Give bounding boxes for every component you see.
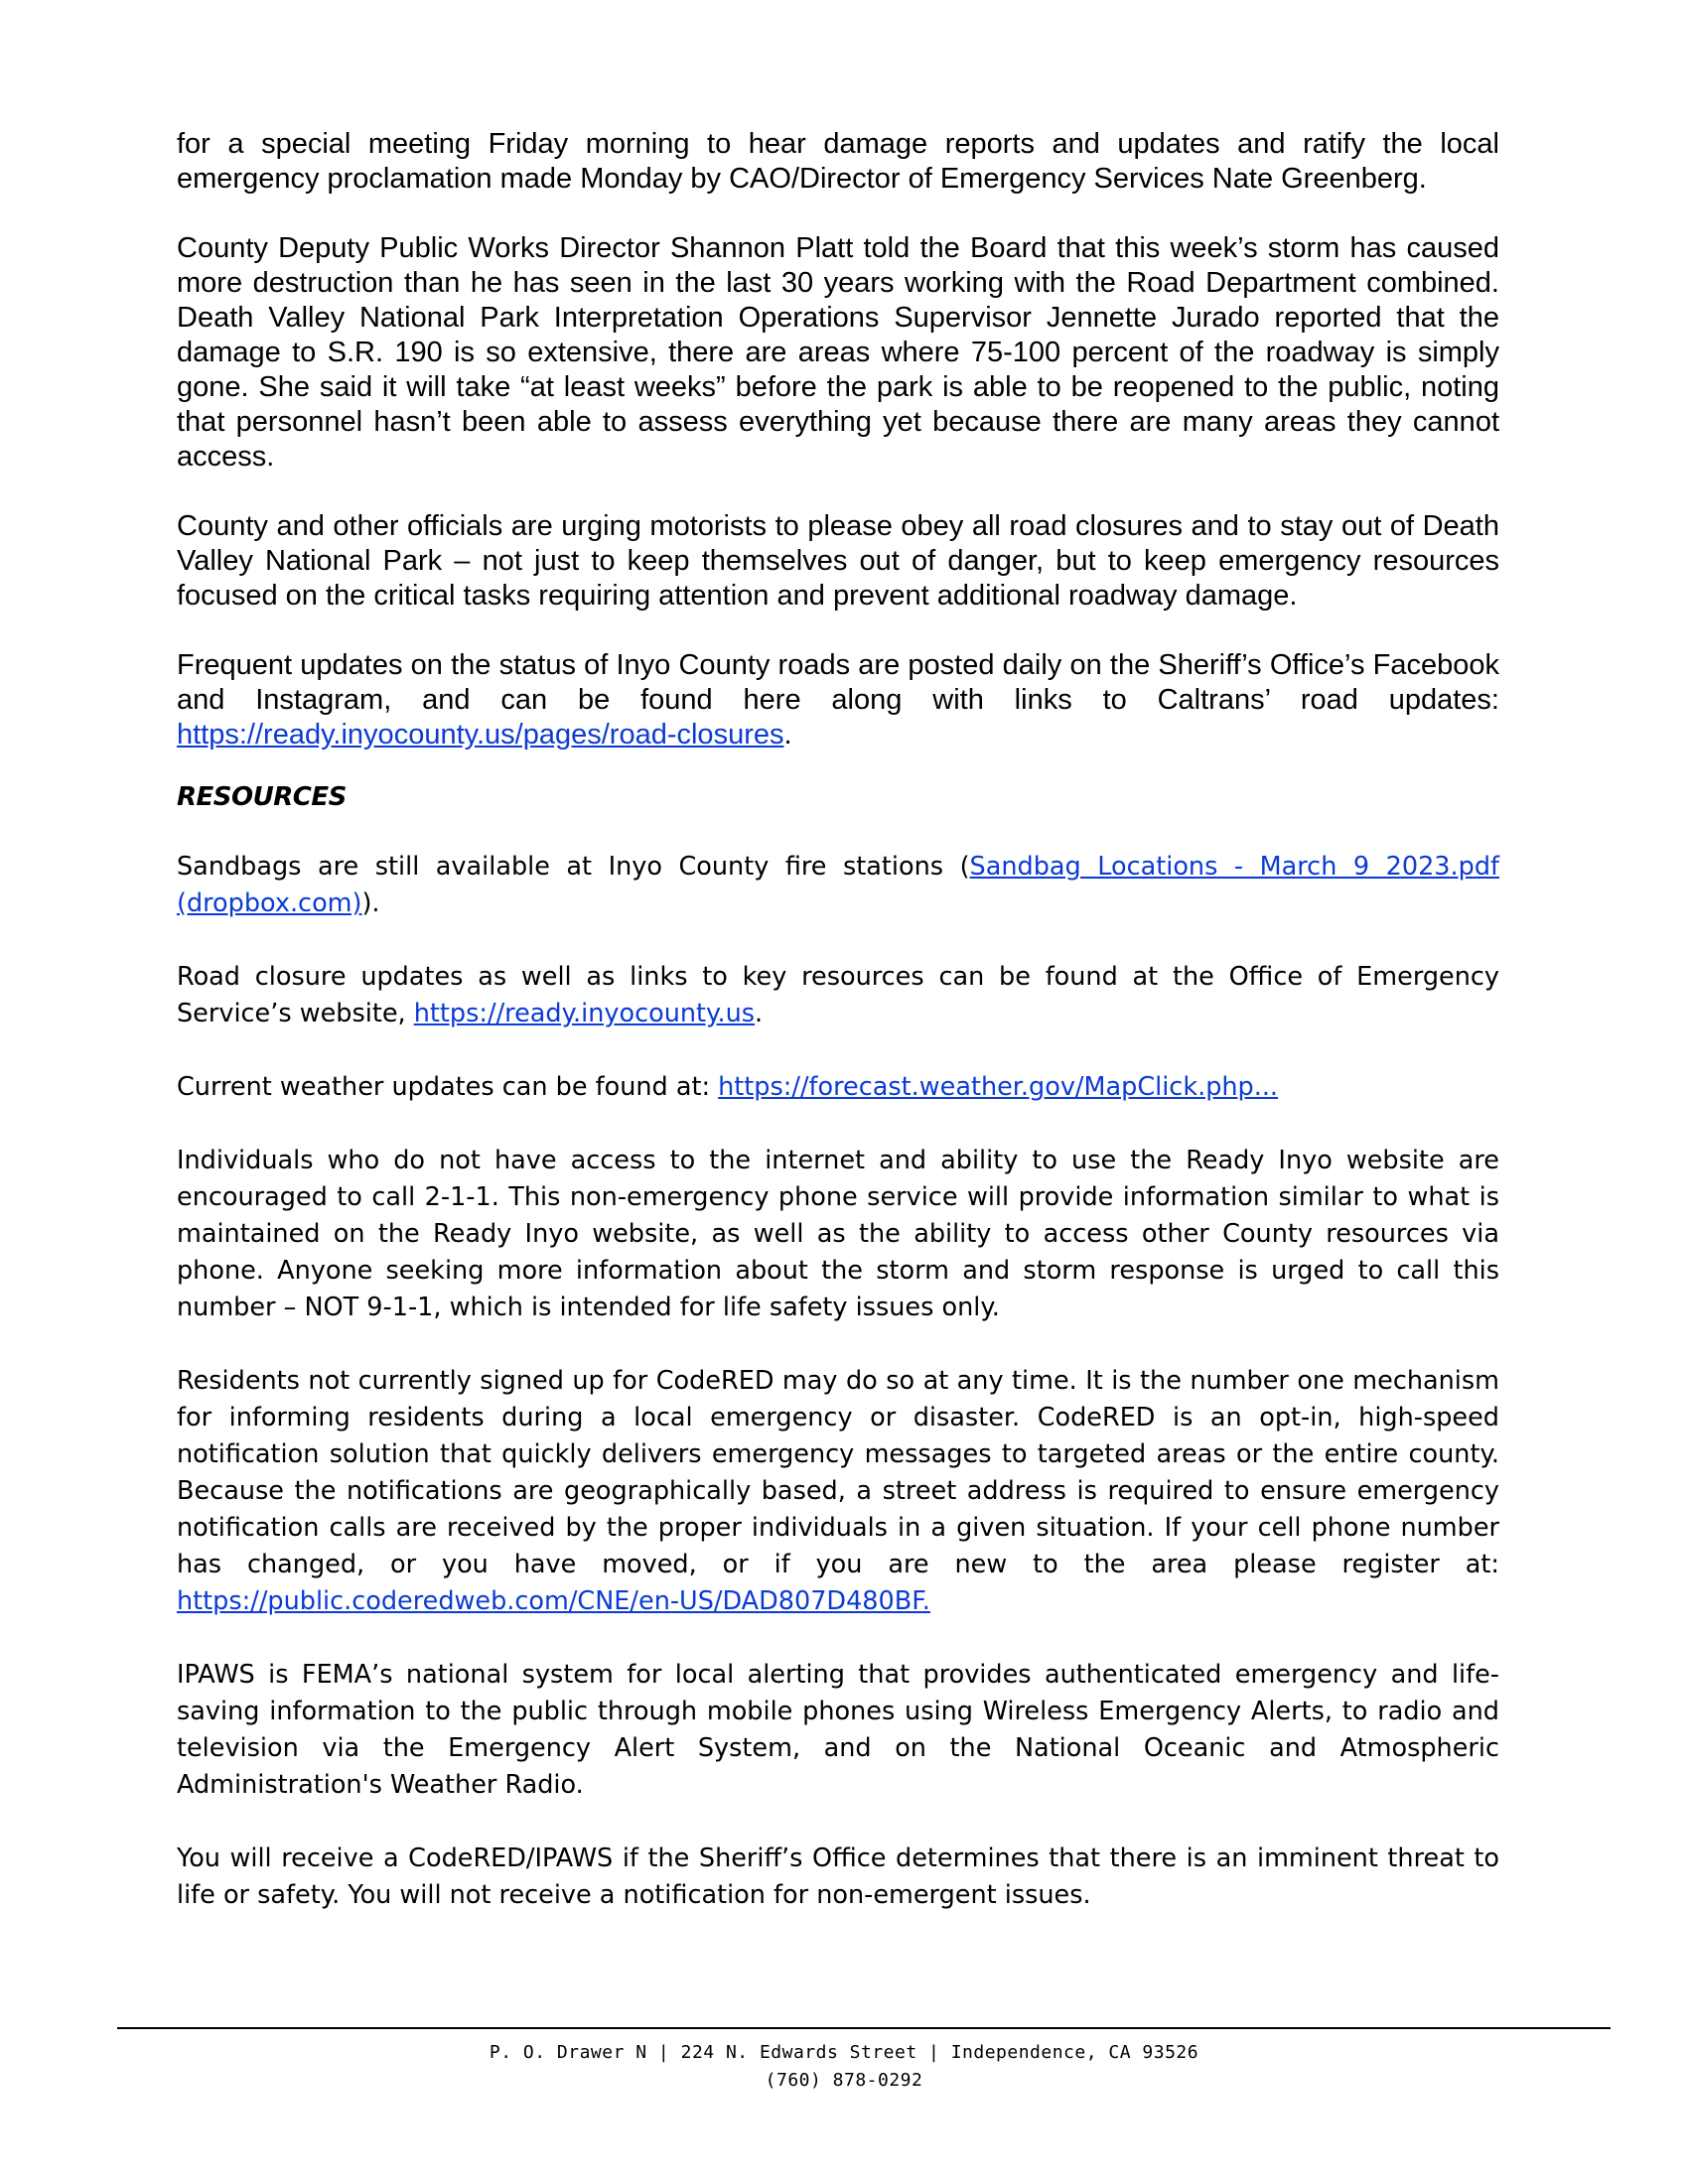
- paragraph-codered: [177, 1363, 1499, 1620]
- resources-heading: RESOURCES: [177, 782, 347, 812]
- sandbags-text: Sandbags are still available at Inyo County fire stations (: [177, 852, 970, 882]
- sandbags-suffix: ).: [361, 888, 380, 918]
- road-updates-text: Frequent updates on the status of Inyo County roads are posted daily on the Sheriff’s Office’s Facebook and Instagram, and can be found here along with links to Caltrans’ road updates:: [177, 649, 1499, 716]
- paragraph-road-updates: [177, 648, 1499, 752]
- paragraph-ipaws: IPAWS is FEMA’s national system for local alerting that provides authenticated emergency and life-saving information to the public through mobile phones using Wireless Emergency Alerts, to radio and television via the Emergency Alert System, and on the National Oceanic and Atmospheric Administration's Weather Radio.: [177, 1660, 1499, 1800]
- paragraph-road-closures-warning: County and other officials are urging motorists to please obey all road closures and to stay out of Death Valley National Park – not just to keep themselves out of danger, but to keep emergency resources focused on the critical tasks requiring attention and prevent additional roadway damage.: [177, 510, 1499, 612]
- paragraph-sandbags: [177, 849, 1499, 922]
- footer-address: P. O. Drawer N | 224 N. Edwards Street | Independence, CA 93526: [489, 2042, 1199, 2063]
- paragraph-weather: [177, 1069, 1499, 1106]
- weather-forecast-link[interactable]: https://forecast.weather.gov/MapClick.php...: [718, 1072, 1279, 1102]
- ready-inyo-link[interactable]: https://ready.inyocounty.us: [413, 999, 756, 1028]
- page-footer: [0, 2039, 1688, 2095]
- oes-website-suffix: .: [755, 999, 764, 1028]
- oes-website-text: Road closure updates as well as links to key resources can be found at the Office of Emergency Service’s website,: [177, 962, 1499, 1028]
- paragraph-notification-notice: You will receive a CodeRED/IPAWS if the Sheriff’s Office determines that there is an imminent threat to life or safety. You will not receive a notification for non-emergent issues.: [177, 1843, 1499, 1910]
- document-body: [177, 127, 1499, 1914]
- footer-phone: (760) 878-0292: [765, 2070, 923, 2091]
- codered-text: Residents not currently signed up for CodeRED may do so at any time. It is the number one mechanism for informing residents during a local emergency or disaster. CodeRED is an opt-in, high-speed notification solution that quickly delivers emergency messages to targeted areas or the entire county. Because the notifications are geographically based, a street address is required to ensure emergency notification calls are received by the proper individuals in a given situation. If your cell phone number has changed, or you have moved, or if you are new to the area please register at:: [177, 1366, 1499, 1579]
- paragraph-storm-damage: County Deputy Public Works Director Shannon Platt told the Board that this week’s storm has caused more destruction than he has seen in the last 30 years working with the Road Department combined. Death Valley National Park Interpretation Operations Supervisor Jennette Jurado reported that the damage to S.R. 190 is so extensive, there are areas where 75-100 percent of the roadway is simply gone. She said it will take “at least weeks” before the park is able to be reopened to the public, noting that personnel hasn’t been able to assess everything yet because there are many areas they cannot access.: [177, 232, 1499, 473]
- road-updates-suffix: .: [783, 719, 792, 751]
- paragraph-special-meeting: for a special meeting Friday morning to hear damage reports and updates and ratify the local emergency proclamation made Monday by CAO/Director of Emergency Services Nate Greenberg.: [177, 128, 1499, 195]
- codered-register-link[interactable]: https://public.coderedweb.com/CNE/en-US/DAD807D480BF.: [177, 1586, 930, 1616]
- weather-text: Current weather updates can be found at:: [177, 1072, 719, 1102]
- sandbag-locations-link[interactable]: Sandbag Locations - March 9 2023.pdf (dropbox.com): [177, 852, 1499, 918]
- paragraph-oes-website: [177, 959, 1499, 1032]
- paragraph-211-service: Individuals who do not have access to the internet and ability to use the Ready Inyo website are encouraged to call 2-1-1. This non-emergency phone service will provide information similar to what is maintained on the Ready Inyo website, as well as the ability to access other County resources via phone. Anyone seeking more information about the storm and storm response is urged to call this number – NOT 9-1-1, which is intended for life safety issues only.: [177, 1146, 1499, 1322]
- road-closures-link[interactable]: https://ready.inyocounty.us/pages/road-closures: [177, 719, 784, 751]
- footer-divider: [117, 2027, 1611, 2029]
